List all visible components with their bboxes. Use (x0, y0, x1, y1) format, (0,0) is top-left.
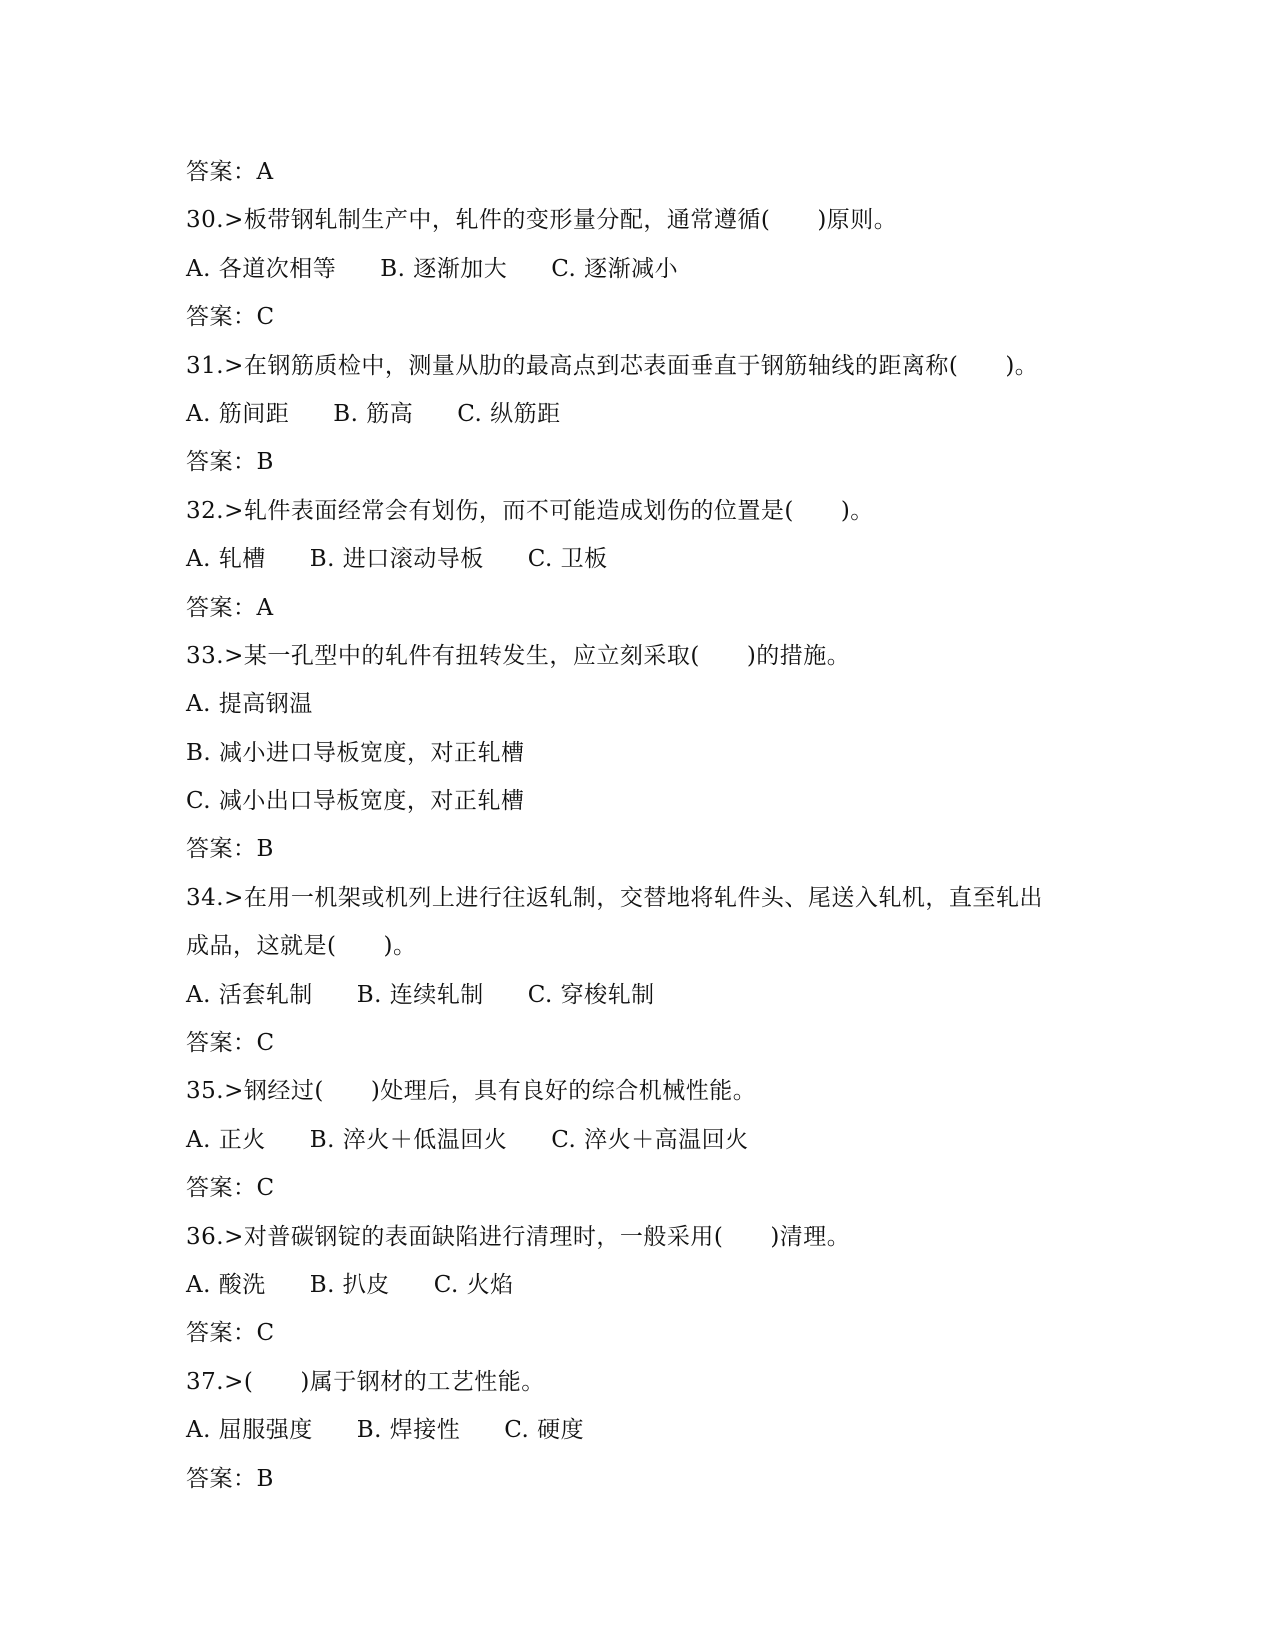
answer-key: 答案：A (186, 159, 274, 185)
answer-key: 答案：A (186, 594, 274, 621)
question-text: 35.>钢经过( )处理后，具有良好的综合机械性能。 (186, 1078, 757, 1105)
answer-key: 答案：C (186, 1320, 275, 1347)
answer-option: A. 提高钢温 (186, 691, 313, 718)
answer-key: 答案：B (186, 1465, 274, 1492)
answer-option: B. 焊接性 (356, 1417, 461, 1444)
answer-options (186, 1261, 1086, 1309)
answer-option: A. 轧槽 (186, 546, 266, 573)
answer-key: 答案：B (186, 449, 274, 476)
answer-options (186, 971, 1086, 1019)
answer-option: C. 穿梭轧制 (527, 981, 655, 1008)
answer-option: A. 筋间距 (186, 400, 290, 427)
question-text: 成品，这就是( )。 (186, 933, 417, 960)
answer-option: B. 逐渐加大 (380, 255, 508, 282)
answer-option: A. 正火 (186, 1126, 266, 1153)
answer-key: 答案：C (186, 304, 275, 331)
question-text: 37.>( )属于钢材的工艺性能。 (186, 1368, 545, 1395)
answer-option: B. 淬火＋低温回火 (309, 1126, 508, 1153)
answer-options (186, 777, 1086, 825)
answer-key: 答案：C (186, 1175, 275, 1202)
answer-key: 答案：B (186, 836, 274, 863)
answer-options (186, 680, 1086, 728)
question-text: 30.>板带钢轧制生产中，轧件的变形量分配，通常遵循( )原则。 (186, 207, 898, 234)
answer-options (186, 1116, 1086, 1164)
answer-options (186, 729, 1086, 777)
answer-options (186, 245, 1086, 293)
question-text: 34.>在用一机架或机列上进行往返轧制，交替地将轧件头、尾送入轧机，直至轧出 (186, 884, 1043, 911)
answer-option: B. 减小进口导板宽度，对正轧槽 (186, 739, 525, 766)
answer-options (186, 390, 1086, 438)
answer-option: C. 逐渐减小 (551, 255, 679, 282)
answer-option: C. 淬火＋高温回火 (551, 1126, 749, 1153)
question-text: 31.>在钢筋质检中，测量从肋的最高点到芯表面垂直于钢筋轴线的距离称( )。 (186, 352, 1039, 379)
answer-option: A. 活套轧制 (186, 981, 313, 1008)
answer-options (186, 1406, 1086, 1454)
answer-option: C. 硬度 (504, 1417, 585, 1444)
answer-option: A. 屈服强度 (186, 1417, 313, 1444)
question-text: 36.>对普碳钢锭的表面缺陷进行清理时，一般采用( )清理。 (186, 1223, 851, 1250)
answer-option: A. 各道次相等 (186, 255, 337, 282)
question-text: 33.>某一孔型中的轧件有扭转发生，应立刻采取( )的措施。 (186, 642, 851, 669)
answer-option: A. 酸洗 (186, 1271, 266, 1298)
answer-option: B. 进口滚动导板 (309, 546, 484, 573)
answer-options (186, 535, 1086, 583)
answer-option: B. 扒皮 (309, 1271, 390, 1298)
question-text: 32.>轧件表面经常会有划伤，而不可能造成划伤的位置是( )。 (186, 497, 874, 524)
answer-option: C. 减小出口导板宽度，对正轧槽 (186, 788, 525, 815)
document-page (186, 148, 1086, 1503)
answer-option: C. 火焰 (433, 1271, 514, 1298)
answer-option: B. 筋高 (333, 400, 414, 427)
answer-key: 答案：C (186, 1030, 275, 1057)
answer-option: C. 纵筋距 (457, 400, 561, 427)
answer-option: B. 连续轧制 (356, 981, 484, 1008)
answer-option: C. 卫板 (527, 546, 608, 573)
